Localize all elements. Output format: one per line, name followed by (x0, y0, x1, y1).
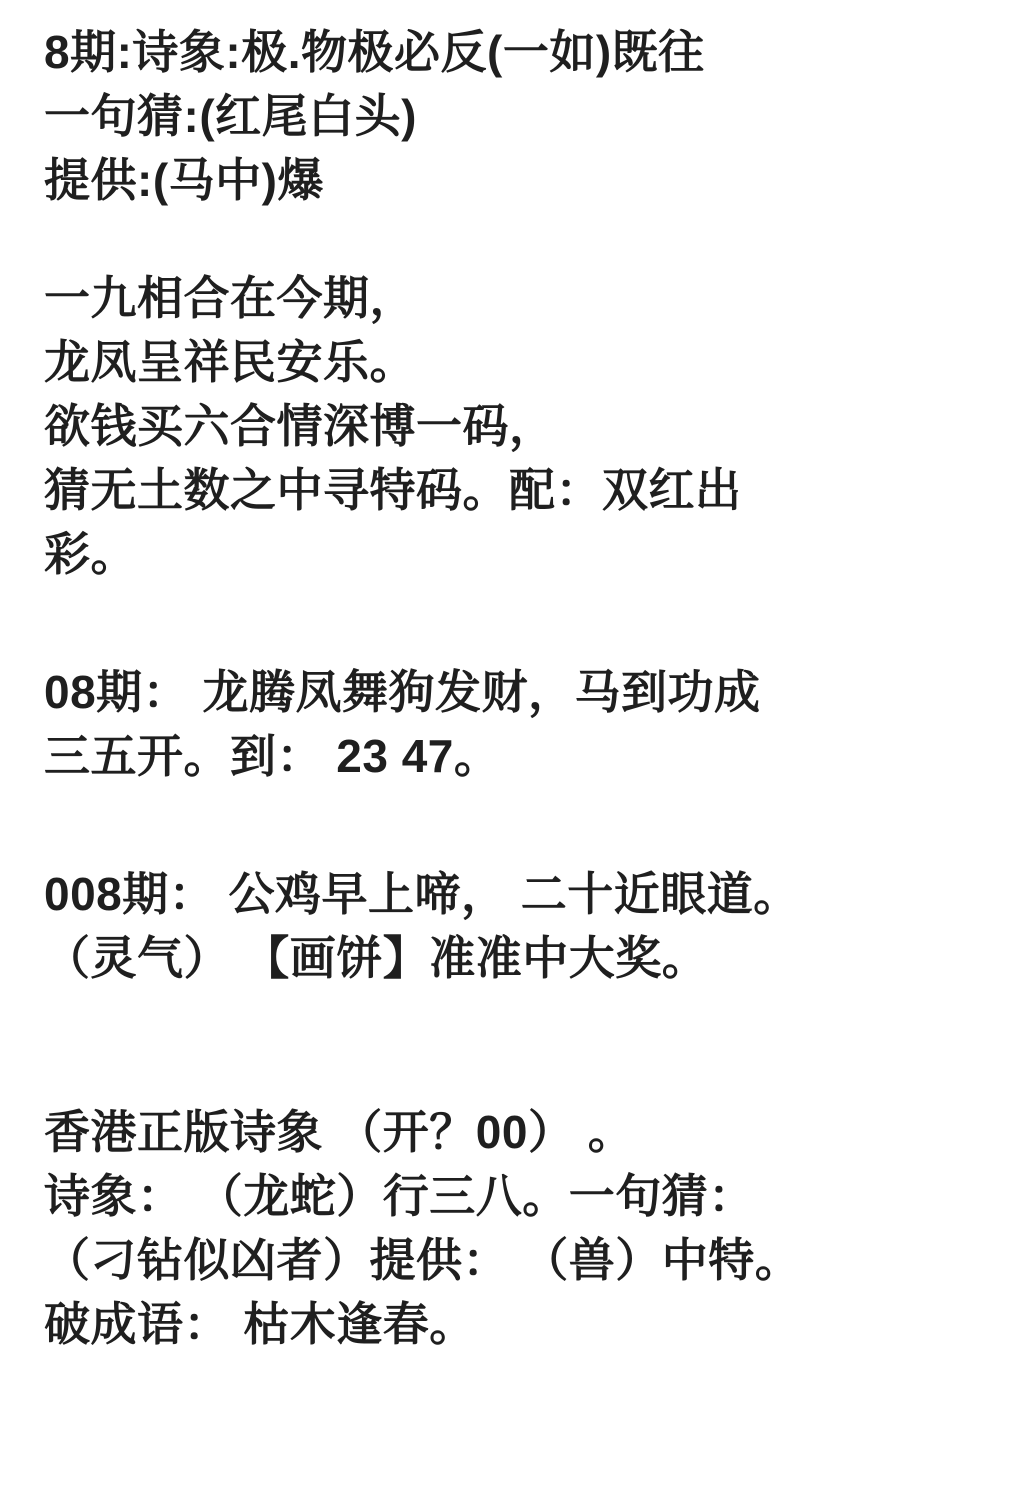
text-line: 破成语： 枯木逢春。 (44, 1298, 476, 1350)
text-block-riddle-header (44, 20, 973, 212)
block-spacer (44, 788, 973, 862)
text-line: 诗象： （龙蛇）行三八。一句猜： (44, 1170, 755, 1222)
block-spacer (44, 990, 973, 1100)
text-line: 猜无土数之中寻特码。配：双红出 (44, 464, 742, 516)
text-line: 8期:诗象:极.物极必反(一如)既往 (44, 26, 705, 78)
block-spacer (44, 212, 973, 266)
text-line: （灵气） 【画饼】准准中大奖。 (44, 932, 709, 984)
text-block-verse (44, 266, 973, 586)
text-line: 龙凤呈祥民安乐。 (44, 336, 416, 388)
text-line: （刁钻似凶者）提供： （兽）中特。 (44, 1234, 802, 1286)
text-line: 彩。 (44, 528, 137, 580)
text-block-issue-08 (44, 660, 973, 788)
text-line: 欲钱买六合情深博一码， (44, 400, 556, 452)
text-line: 08期： 龙腾凤舞狗发财，马到功成 (44, 666, 761, 718)
text-line: 008期： 公鸡早上啼， 二十近眼道。 (44, 868, 800, 920)
text-line: 三五开。到： 23 47。 (44, 730, 501, 782)
text-line: 提供:(马中)爆 (44, 154, 324, 206)
text-block-hongkong-edition (44, 1100, 973, 1356)
text-block-issue-008 (44, 862, 973, 990)
text-line: 一句猜:(红尾白头) (44, 90, 417, 142)
block-spacer (44, 586, 973, 660)
text-line: 一九相合在今期， (44, 272, 416, 324)
text-line: 香港正版诗象 （开？00） 。 (44, 1106, 635, 1158)
